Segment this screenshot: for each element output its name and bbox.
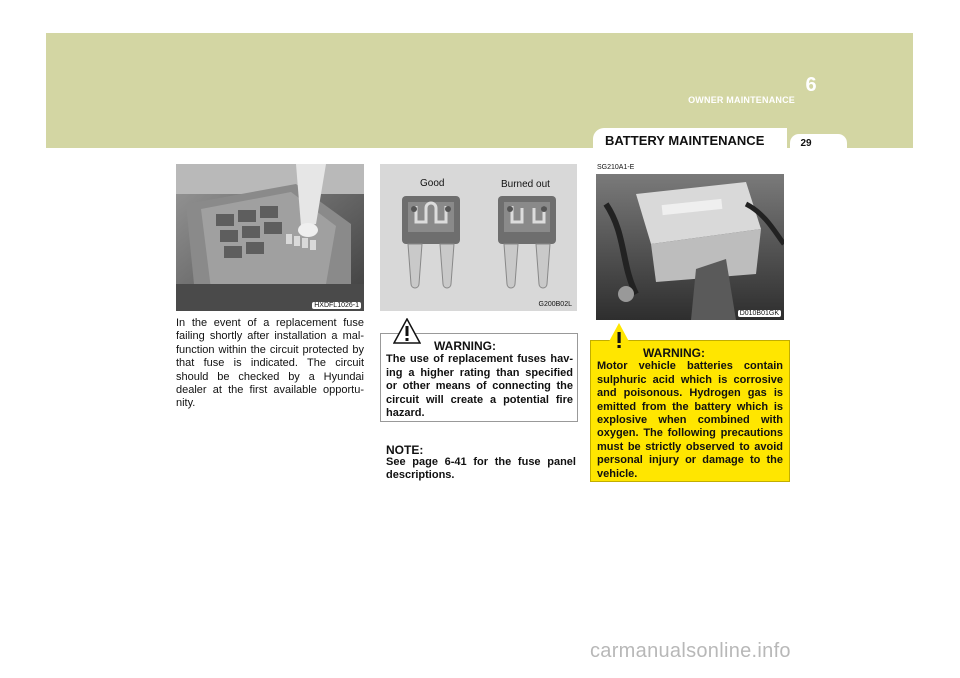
warning-text: Motor vehicle batteries contain sulphuric acid which is corrosive and poisonous. Hydrogen gas is emitted from the battery which is explosive when combined with oxygen. The following precautions must be strictly observed to avoid personal injury or damage to the vehicle. (597, 360, 783, 480)
fuse-comparison-figure (380, 164, 577, 311)
section-number: 6 (805, 74, 817, 96)
warning-title: WARNING: (434, 339, 496, 353)
fuse-box-photo (176, 164, 364, 311)
note-title: NOTE: (386, 443, 424, 457)
image-code: HXDFL1026-1 (314, 302, 359, 309)
burned-fuse-icon (498, 196, 556, 288)
page-title: BATTERY MAINTENANCE (605, 133, 765, 148)
fuse-good-label: Good (420, 178, 445, 189)
warning-title: WARNING: (643, 346, 705, 360)
page-number: 29 (800, 138, 812, 149)
image-code: G200B02L (538, 301, 572, 308)
warning-icon (393, 318, 421, 344)
fuse-burned-label: Burned out (501, 179, 550, 190)
note-text: See page 6-41 for the fuse panel descriptions. (386, 456, 576, 481)
battery-photo (596, 174, 784, 320)
fuse-warning-box (380, 333, 578, 422)
battery-illustration (596, 174, 784, 320)
section-code: SG210A1-E (597, 164, 635, 171)
section-title: OWNER MAINTENANCE (688, 95, 795, 105)
fuse-failure-paragraph: In the event of a replacement fuse failing shortly after installation a mal-function within the circuit protected by that fuse is indicated. The circuit should be checked by a Hyundai dealer at the first available opportu-nity. (176, 317, 364, 410)
good-fuse-icon (402, 196, 460, 288)
fuse-box-illustration (176, 164, 364, 311)
image-code: D010B01GK (739, 310, 779, 317)
warning-icon (604, 323, 634, 351)
battery-warning-box (590, 340, 790, 482)
warning-text: The use of replacement fuses hav-ing a higher rating than specified or other means of connecting the circuit will create a potential fire hazard. (386, 353, 573, 420)
watermark: carmanualsonline.info (590, 640, 791, 662)
